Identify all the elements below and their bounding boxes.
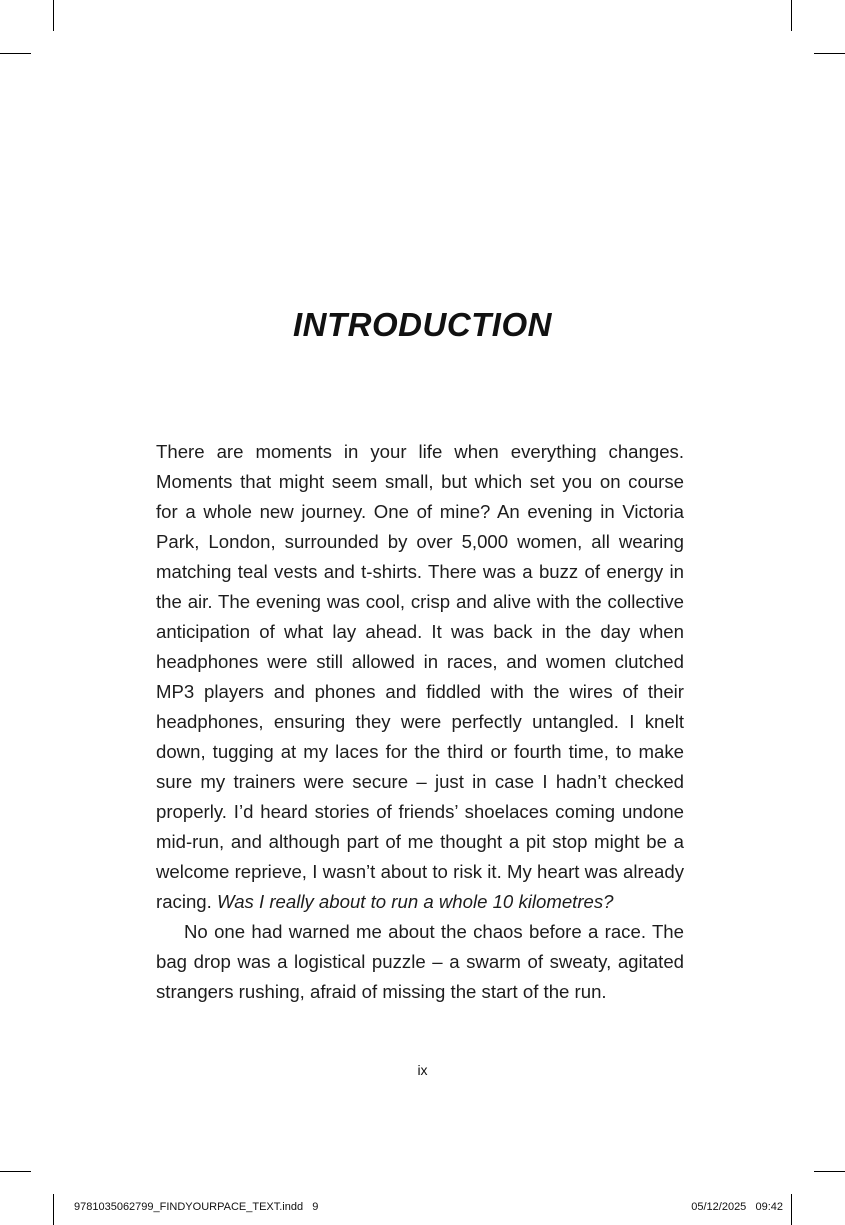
crop-mark-left-bottom: [0, 1171, 31, 1172]
body-text: [156, 437, 684, 1007]
crop-mark-top-left: [53, 0, 54, 31]
slug-timestamp: 05/12/2025 09:42: [691, 1201, 783, 1213]
slug-filename: 9781035062799_FINDYOURPACE_TEXT.indd 9: [74, 1201, 319, 1213]
page-number: ix: [417, 1062, 428, 1078]
chapter-title: INTRODUCTION: [293, 306, 552, 343]
crop-mark-left-top: [0, 53, 31, 54]
crop-mark-bottom-right: [791, 1194, 792, 1225]
crop-mark-right-bottom: [814, 1171, 845, 1172]
crop-mark-bottom-left: [53, 1194, 54, 1225]
paragraph-1: [156, 437, 684, 917]
paragraph-2: No one had warned me about the chaos before a race. The bag drop was a logistical puzzle – a swarm of sweaty, agitated strangers rushing, afraid of missing the start of the run.: [156, 921, 684, 1002]
paragraph-1-italic: Was I really about to run a whole 10 kilometres?: [216, 891, 614, 912]
crop-mark-right-top: [814, 53, 845, 54]
crop-mark-top-right: [791, 0, 792, 31]
paragraph-1-text: There are moments in your life when everything changes. Moments that might seem small, but which set you on course for a whole new journey. One of mine? An evening in Victoria Park, London, surrounded by over 5,000 women, all wearing matching teal vests and t-shirts. There was a buzz of energy in the air. The evening was cool, crisp and alive with the collective anticipation of what lay ahead. It was back in the day when headphones were still allowed in races, and women clutched MP3 players and phones and fiddled with the wires of their headphones, ensuring they were perfectly untangled. I knelt down, tugging at my laces for the third or fourth time, to make sure my trainers were secure – just in case I hadn’t checked properly. I’d heard stories of friends’ shoelaces coming undone mid-run, and although part of me thought a pit stop might be a welcome reprieve, I wasn’t about to risk it. My heart was already racing.: [156, 441, 684, 912]
